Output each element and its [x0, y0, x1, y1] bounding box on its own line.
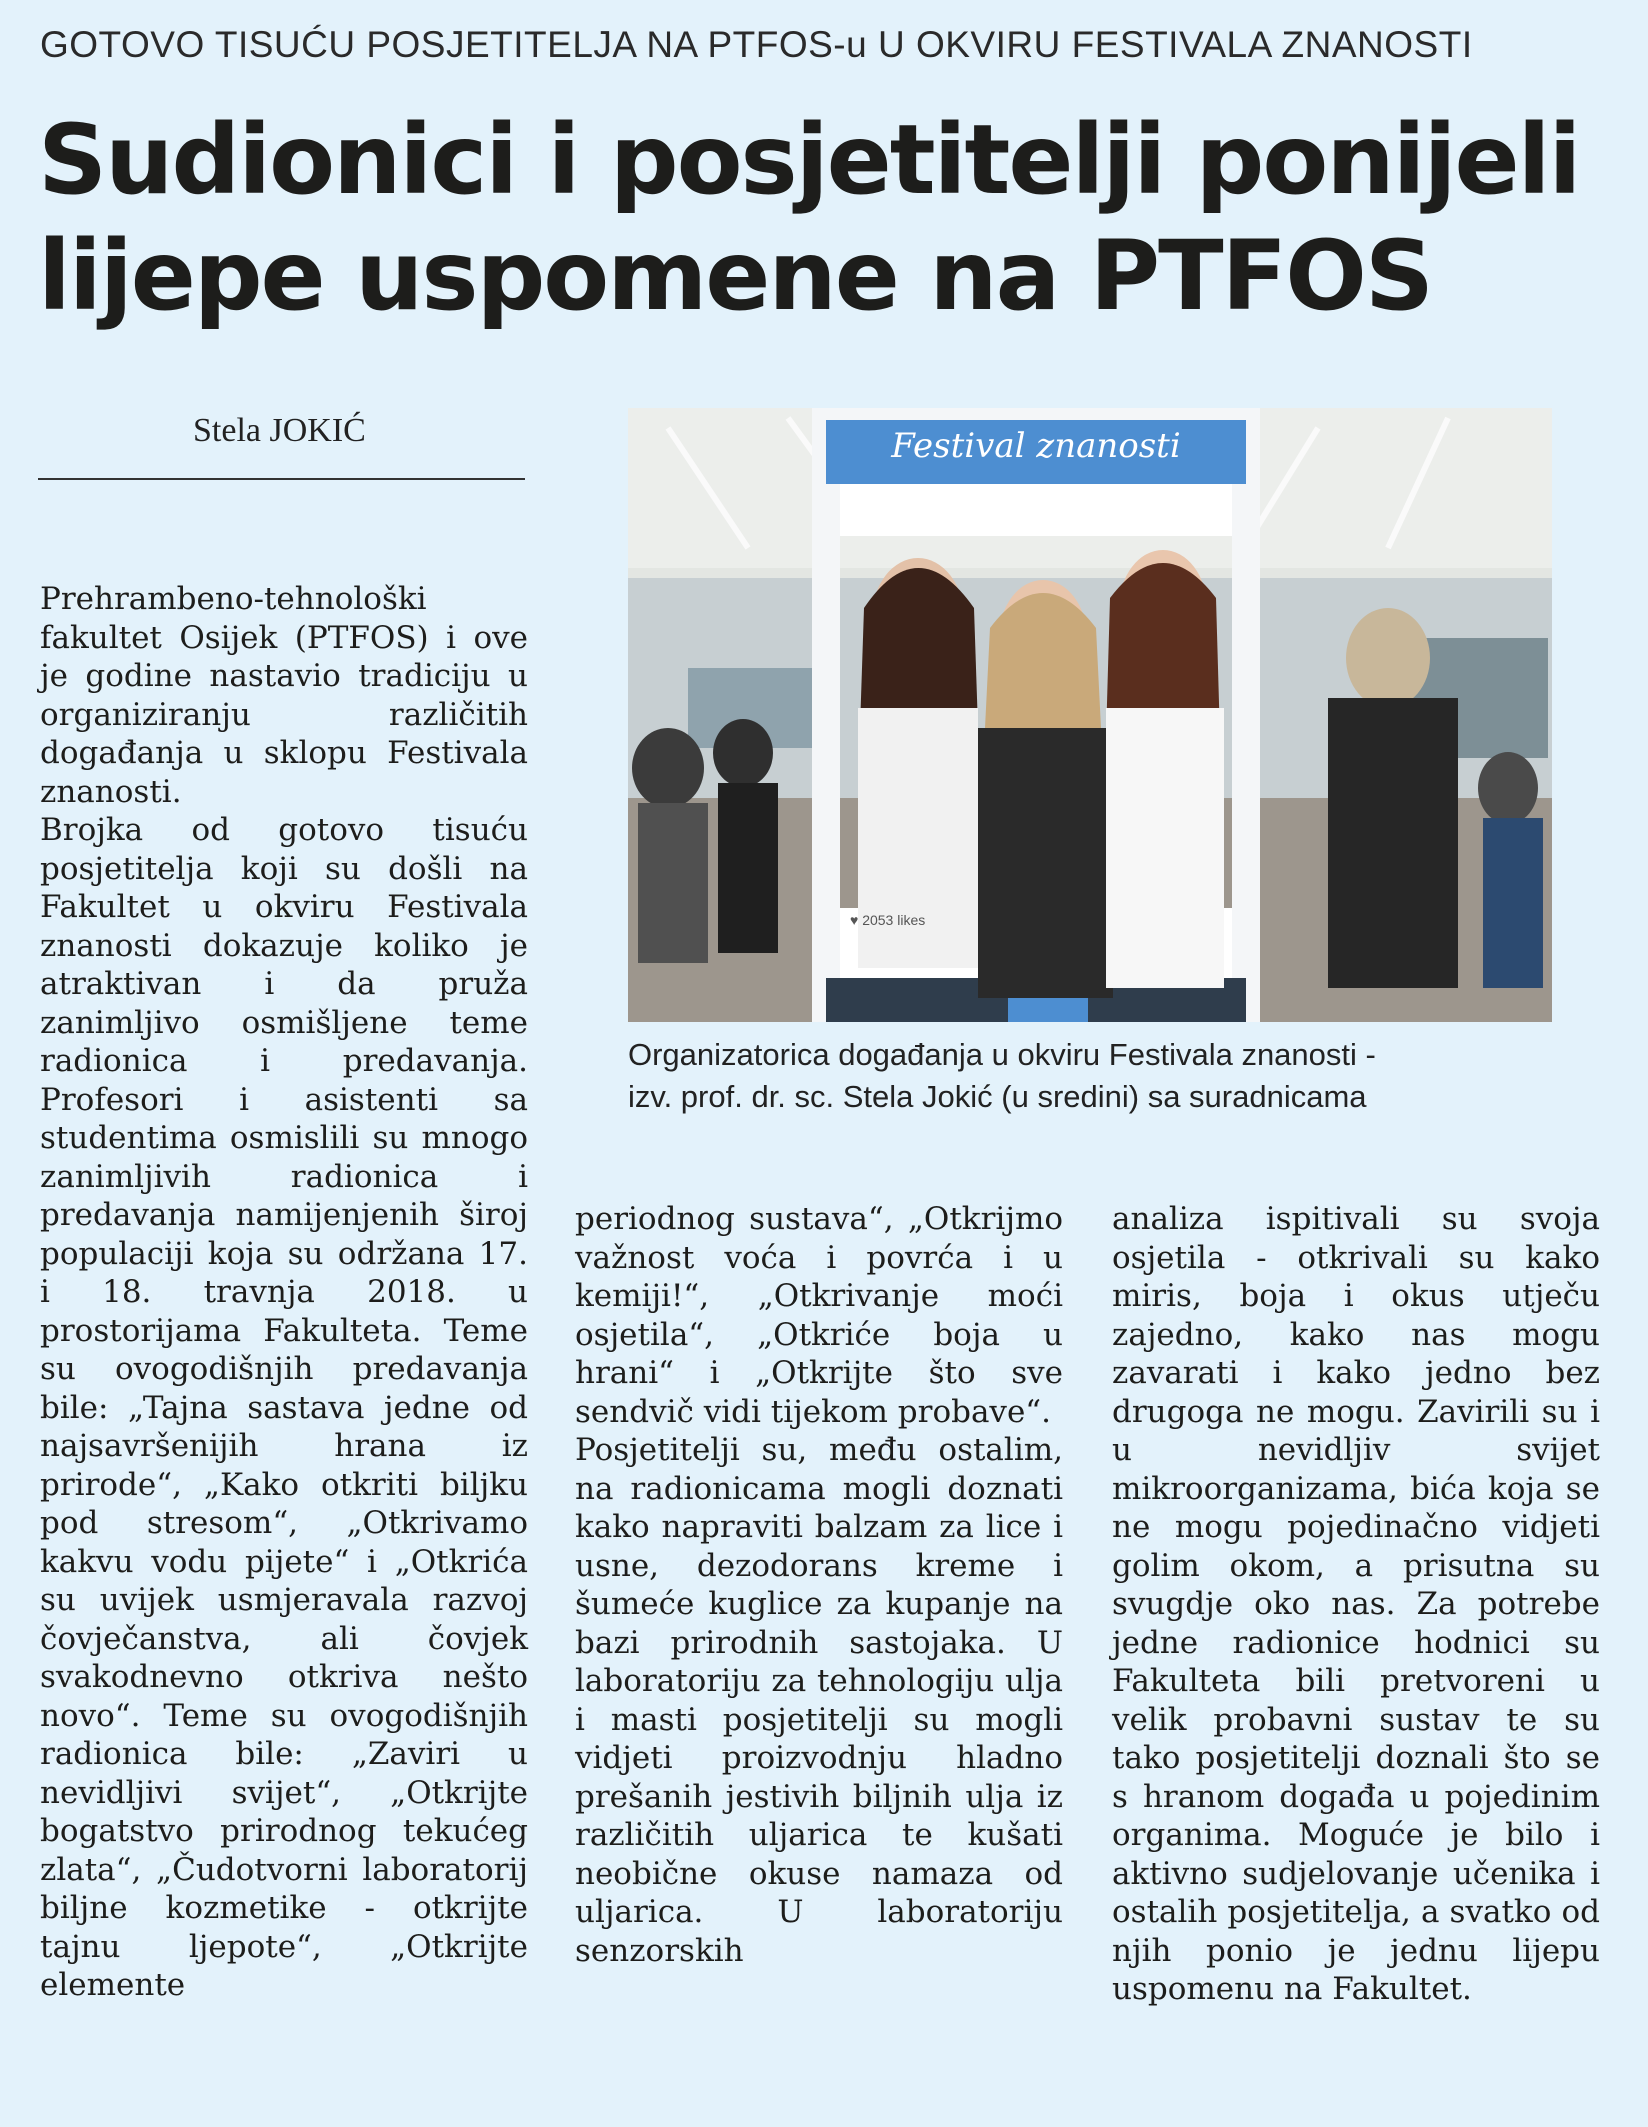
caption-line-2: izv. prof. dr. sc. Stela Jokić (u sredini) sa suradnicama — [628, 1079, 1367, 1114]
caption-line-1: Organizatorica događanja u okviru Festivala znanosti - — [628, 1037, 1376, 1072]
kicker: GOTOVO TISUĆU POSJETITELJA NA PTFOS-u U OKVIRU FESTIVALA ZNANOSTI — [40, 24, 1473, 65]
paragraph: Brojka od gotovo tisuću posjetitelja koji su došli na Fakultet u okviru Festivala znanosti dokazuje koliko je atraktivan i da pruža zanimljivo osmišljene teme radionica i predavanja. Profesori i asistenti sa studentima osmislili su mnogo zanimljivih radionica i predavanja namijenjenih široj populaciji koja su održana 17. i 18. travnja 2018. u prostorijama Fakulteta. Teme su ovogodišnjih predavanja bile: „Tajna sastava jedne od najsavršenijih hrana iz prirode“, „Kako otkriti biljku pod stresom“, „Otkrivamo kakvu vodu pijete“ i „Otkrića su uvijek usmjeravala razvoj čovječanstva, ali čovjek svakodnevno otkriva nešto novo“. Teme su ovogodišnjih radionica bile: „Zaviri u nevidljivi svijet“, „Otkrijte bogatstvo prirodnog tekućeg zlata“, „Čudotvorni laboratorij biljne kozmetike - otkrijte tajnu ljepote“, „Otkrijte elemente — [40, 812, 528, 2003]
likes-text: ♥ 2053 likes — [850, 912, 926, 928]
paragraph: periodnog sustava“, „Otkrijmo važnost voća i povrća i u kemiji!“, „Otkrivanje moći osjetila“, „Otkriće boja u hrani“ i „Otkrijte što sve sendvič vidi tijekom probave“. — [575, 1201, 1063, 1430]
photo-caption — [628, 1034, 1588, 1118]
article-photo — [628, 408, 1552, 1022]
column-3 — [1112, 1200, 1600, 2009]
frame-title: Festival znanosti — [891, 426, 1181, 466]
column-1 — [40, 580, 528, 2005]
byline: Stela JOKIĆ — [193, 412, 366, 449]
paragraph: analiza ispitivali su svoja osjetila - otkrivali su kako miris, boja i okus utječu zajedno, kako nas mogu zavarati i kako jedno bez drugoga ne mogu. Zavirili su i u nevidljiv svijet mikroorganizama, bića koja se ne mogu pojedinačno vidjeti golim okom, a prisutna su svugdje oko nas. Za potrebe jedne radionice hodnici su Fakulteta bili pretvoreni u velik probavni sustav te su tako posjetitelji doznali što se s hranom događa u pojedinim organima. Moguće je bilo i aktivno sudjelovanje učenika i ostalih posjetitelja, a svatko od njih ponio je jednu lijepu uspomenu na Fakultet. — [1112, 1201, 1600, 2007]
column-2 — [575, 1200, 1063, 1970]
headline: Sudionici i posjetitelji ponijeli lijepe uspomene na PTFOS — [38, 104, 1580, 332]
paragraph: Posjetitelji su, među ostalim, na radionicama mogli doznati kako napraviti balzam za lice i usne, dezodorans kreme i šumeće kuglice za kupanje na bazi prirodnih sastojaka. U laboratoriju za tehnologiju ulja i masti posjetitelji su mogli vidjeti proizvodnju hladno prešanih jestivih biljnih ulja iz različitih uljarica te kušati neobične okuse namaza od uljarica. U laboratoriju senzorskih — [575, 1432, 1063, 1969]
byline-rule — [38, 478, 525, 480]
paragraph: Prehrambeno-tehnološki fakultet Osijek (PTFOS) i ove je godine nastavio tradiciju u organiziranju različitih događanja u sklopu Festivala znanosti. — [40, 581, 528, 810]
photo-illustration — [628, 408, 1552, 1022]
